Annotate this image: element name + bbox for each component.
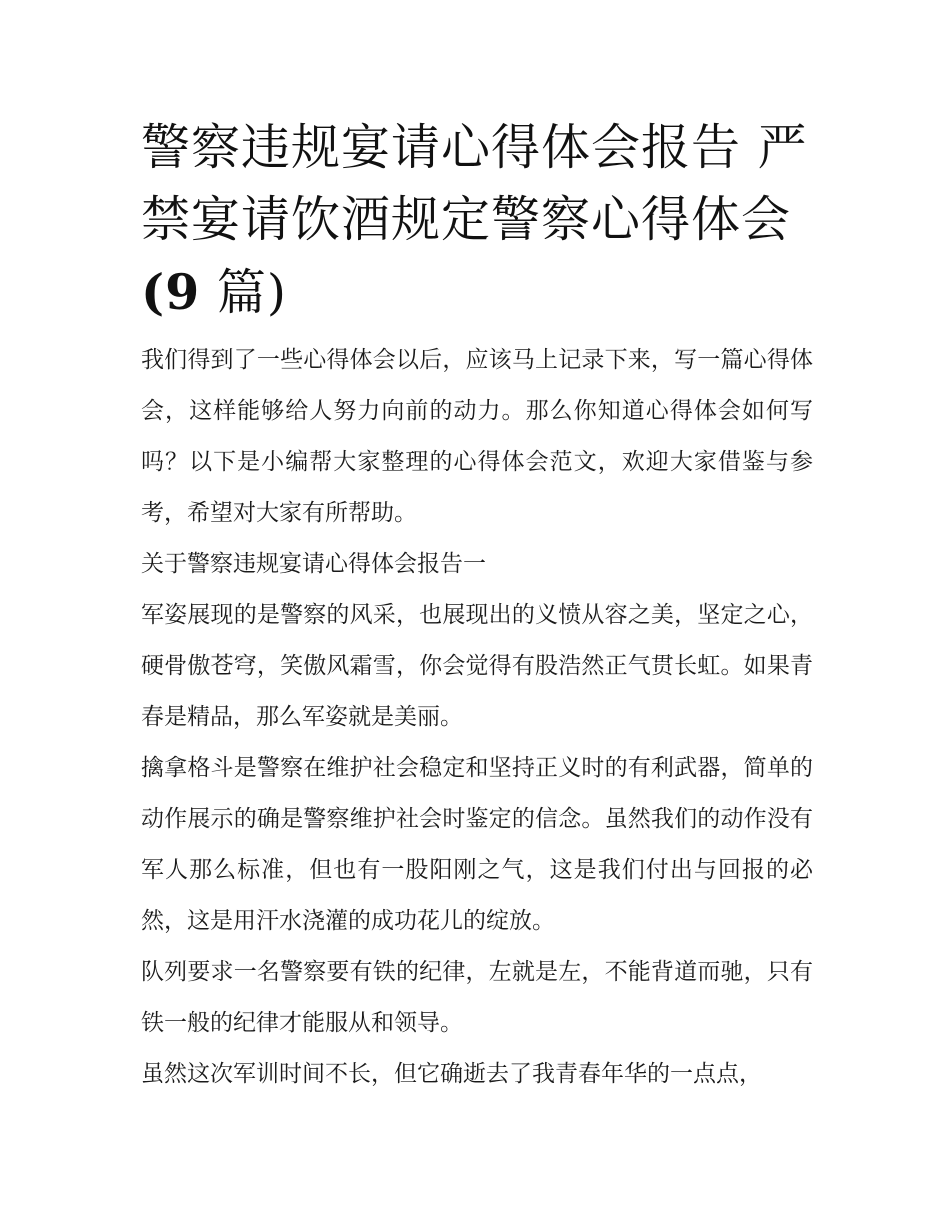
body-paragraph-formation: 队列要求一名警察要有铁的纪律，左就是左，不能背道而驰，只有铁一般的纪律才能服从和领导。 [141, 959, 813, 1036]
body-paragraph-posture: 军姿展现的是警察的风采，也展现出的义愤从容之美，坚定之心，硬骨傲苍穹，笑傲风霜雪，你会觉得有股浩然正气贯长虹。如果青春是精品，那么军姿就是美丽。 [141, 602, 813, 730]
body-paragraph-training: 虽然这次军训时间不长，但它确逝去了我青春年华的一点点， [141, 1061, 762, 1087]
title-text: 警察违规宴请心得体会报告 严禁宴请饮酒规定警察心得体会 [141, 119, 808, 248]
body-paragraph-combat: 擒拿格斗是警察在维护社会稳定和坚持正义时的有利武器，简单的动作展示的确是警察维护社会时鉴定的信念。虽然我们的动作没有军人那么标准，但也有一股阳刚之气，这是我们付出与回报的必然，这是用汗水浇灌的成功花儿的绽放。 [141, 755, 813, 934]
intro-paragraph: 我们得到了一些心得体会以后，应该马上记录下来，写一篇心得体会，这样能够给人努力向前的动力。那么你知道心得体会如何写吗？以下是小编帮大家整理的心得体会范文，欢迎大家借鉴与参考，希望对大家有所帮助。 [141, 347, 813, 526]
document-body [141, 112, 813, 1100]
document-title [141, 112, 813, 329]
title-count: (9 [141, 263, 201, 321]
section-heading: 关于警察违规宴请心得体会报告一 [141, 551, 486, 577]
title-suffix: 篇) [216, 264, 287, 321]
